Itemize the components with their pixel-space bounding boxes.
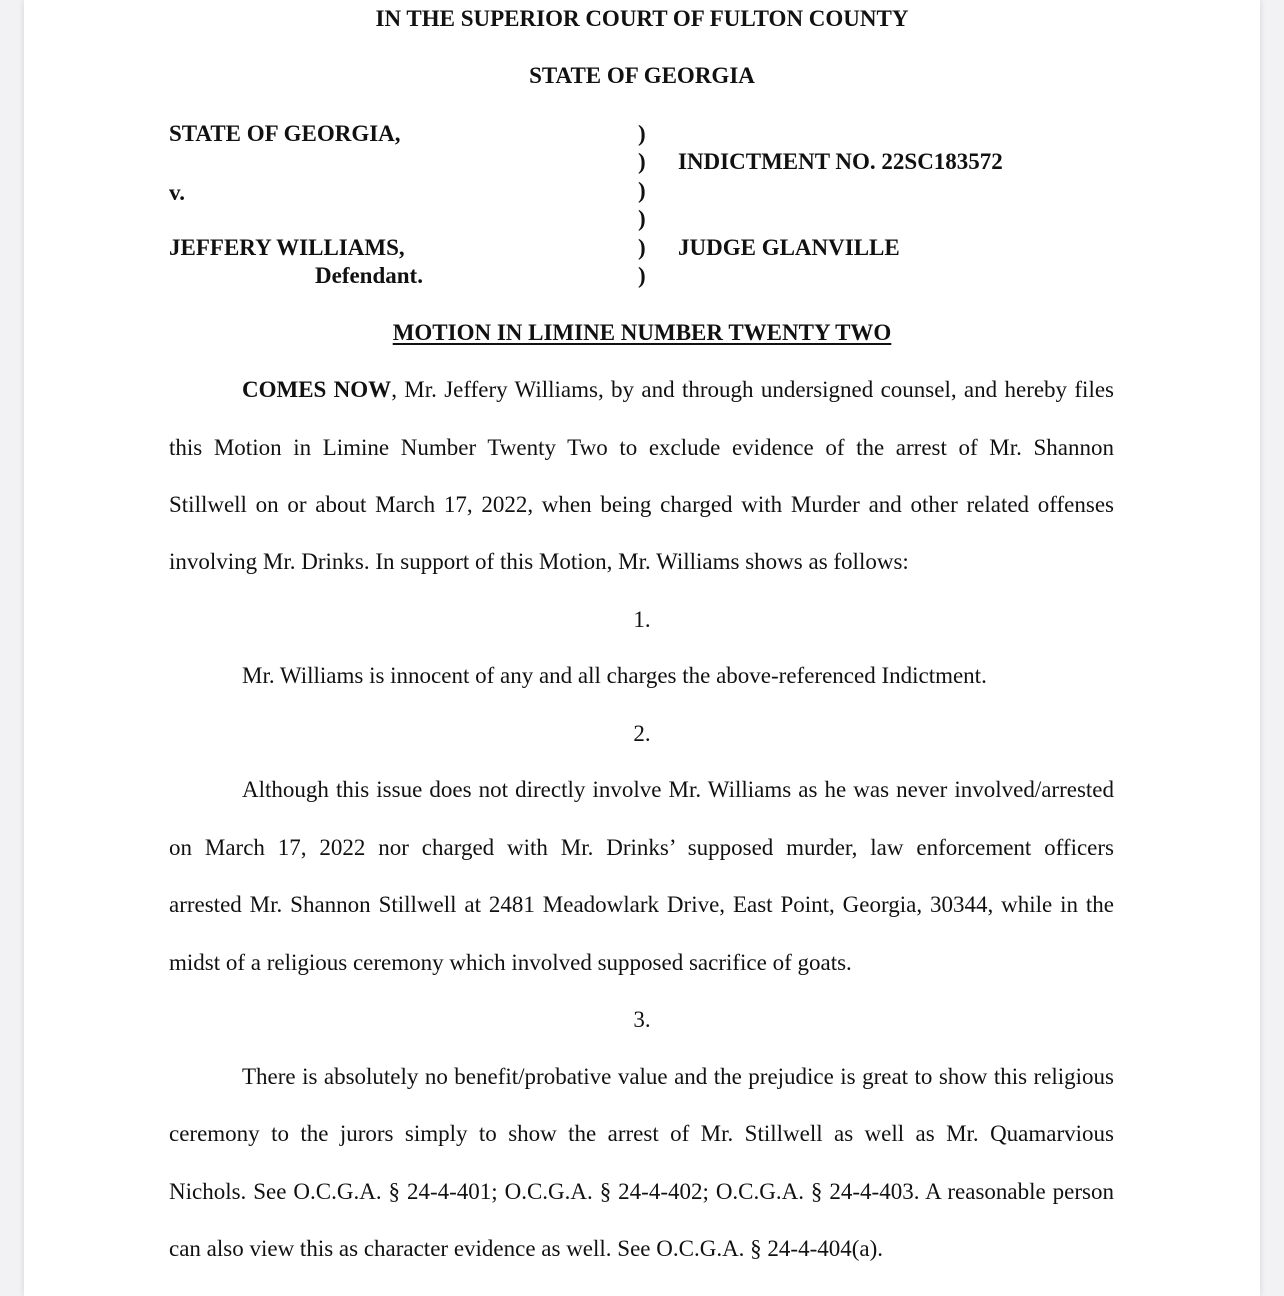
intro-line-rest: , Mr. Jeffery Williams, by and through undersigned counsel, and hereby files (391, 377, 1114, 402)
caption-paren: ) (638, 263, 646, 288)
caption-defendant-label: Defendant. (315, 263, 423, 288)
paragraph-line: ceremony to the jurors simply to show the arrest of Mr. Stillwell as well as Mr. Quamarvious (169, 1121, 1114, 1146)
paragraph-line: Nichols. See O.C.G.A. § 24-4-401; O.C.G.A. § 24-4-402; O.C.G.A. § 24-4-403. A reasonable person (169, 1179, 1114, 1204)
paragraph-line: arrested Mr. Shannon Stillwell at 2481 Meadowlark Drive, East Point, Georgia, 30344, while in the (169, 892, 1114, 917)
caption-judge: JUDGE GLANVILLE (678, 235, 900, 260)
caption-paren: ) (638, 178, 646, 203)
intro-lead: COMES NOW (242, 377, 392, 402)
document-page (24, 0, 1260, 1296)
caption-paren: ) (638, 235, 646, 260)
paragraph-line: Although this issue does not directly involve Mr. Williams as he was never involved/arrested (242, 777, 1114, 802)
intro-line: Stillwell on or about March 17, 2022, when being charged with Murder and other related offenses (169, 492, 1114, 517)
caption-versus: v. (169, 180, 185, 205)
paragraph-number: 3. (633, 1007, 651, 1032)
court-heading: IN THE SUPERIOR COURT OF FULTON COUNTY (375, 6, 909, 31)
caption-paren: ) (638, 149, 646, 174)
caption-plaintiff: STATE OF GEORGIA, (169, 121, 401, 146)
motion-title: MOTION IN LIMINE NUMBER TWENTY TWO (392, 320, 892, 345)
intro-line (242, 377, 1114, 403)
paragraph-line: midst of a religious ceremony which involved supposed sacrifice of goats. (169, 950, 852, 975)
caption-indictment: INDICTMENT NO. 22SC183572 (678, 149, 1003, 174)
paragraph-line: There is absolutely no benefit/probative value and the prejudice is great to show this religious (242, 1064, 1114, 1089)
intro-line: involving Mr. Drinks. In support of this Motion, Mr. Williams shows as follows: (169, 549, 909, 574)
caption-defendant-name: JEFFERY WILLIAMS, (169, 235, 405, 260)
caption-paren: ) (638, 206, 646, 231)
intro-line: this Motion in Limine Number Twenty Two to exclude evidence of the arrest of Mr. Shannon (169, 435, 1114, 460)
paragraph-number: 2. (633, 721, 651, 746)
state-heading: STATE OF GEORGIA (529, 63, 755, 88)
paragraph-line: Mr. Williams is innocent of any and all charges the above-referenced Indictment. (242, 663, 987, 688)
paragraph-line: can also view this as character evidence as well. See O.C.G.A. § 24-4-404(a). (169, 1236, 884, 1261)
paragraph-number: 1. (633, 607, 651, 632)
paragraph-line: on March 17, 2022 nor charged with Mr. Drinks’ supposed murder, law enforcement officers (169, 835, 1114, 860)
caption-paren: ) (638, 121, 646, 146)
